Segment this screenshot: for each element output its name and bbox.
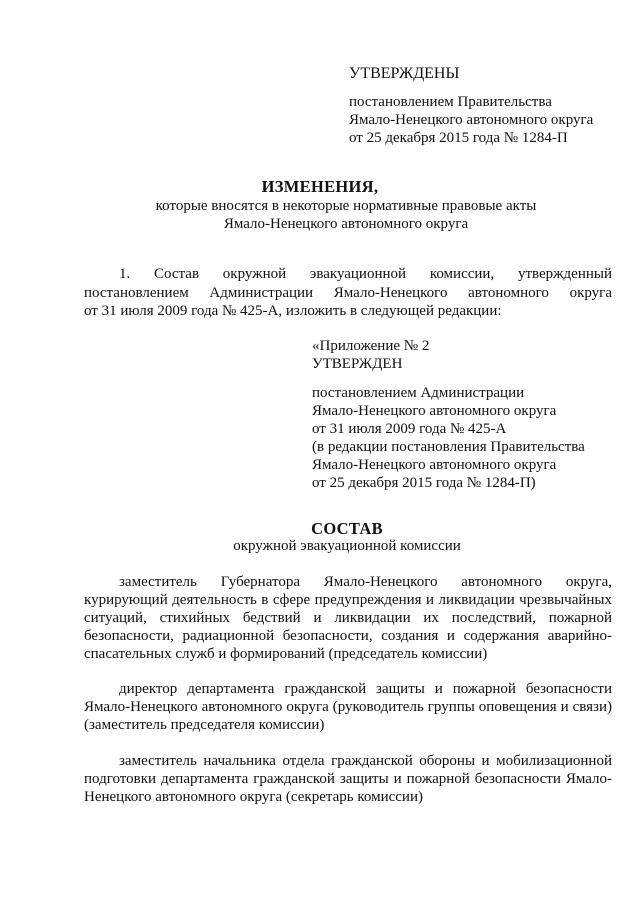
member-line: (заместитель председателя комиссии) [84,717,325,733]
approval-line: постановлением Правительства [349,94,552,110]
appendix-line: постановлением Администрации [312,385,525,401]
approval-line: Ямало-Ненецкого автономного округа [349,112,594,128]
member-line: подготовки департамента гражданской защиты и пожарной безопасности Ямало- [84,771,612,787]
approval-heading: УТВЕРЖДЕНЫ [349,65,460,82]
document-subtitle: которые вносятся в некоторые нормативные правовые акты [155,198,537,214]
member-line: курирующий деятельность в сфере предупреждения и ликвидации чрезвычайных [84,592,612,608]
member-line: безопасности, радиационной безопасности, создания и содержания аварийно- [84,628,612,644]
document-title: ИЗМЕНЕНИЯ, [261,177,379,196]
composition-subtitle: окружной эвакуационной комиссии [233,538,461,554]
paragraph-line: от 31 июля 2009 года № 425-А, изложить в следующей редакции: [84,303,502,319]
member-line: Ямало-Ненецкого автономного округа (руководитель группы оповещения и связи) [84,699,612,715]
composition-title: СОСТАВ [311,519,383,538]
paragraph-line: 1. Состав окружной эвакуационной комиссии, утвержденный [119,266,612,282]
appendix-line: (в редакции постановления Правительства [312,439,585,455]
member-line: заместитель начальника отдела гражданской обороны и мобилизационной [119,753,612,769]
appendix-line: от 25 декабря 2015 года № 1284-П) [312,475,536,491]
document-subtitle: Ямало-Ненецкого автономного округа [223,216,469,232]
member-line: заместитель Губернатора Ямало-Ненецкого автономного округа, [119,574,612,590]
appendix-line: от 31 июля 2009 года № 425-А [312,421,507,437]
appendix-approved: УТВЕРЖДЕН [312,356,403,372]
appendix-label: «Приложение № 2 [312,338,430,354]
member-line: директор департамента гражданской защиты и пожарной безопасности [119,681,612,697]
member-line: ситуаций, стихийных бедствий и ликвидации их последствий, пожарной [84,610,612,626]
approval-line: от 25 декабря 2015 года № 1284-П [349,130,568,146]
paragraph-line: постановлением Администрации Ямало-Ненецкого автономного округа [84,285,612,301]
member-line: спасательных служб и формирований (председатель комиссии) [84,646,488,662]
appendix-line: Ямало-Ненецкого автономного округа [312,403,557,419]
appendix-line: Ямало-Ненецкого автономного округа [312,457,557,473]
member-line: Ненецкого автономного округа (секретарь комиссии) [84,789,423,805]
